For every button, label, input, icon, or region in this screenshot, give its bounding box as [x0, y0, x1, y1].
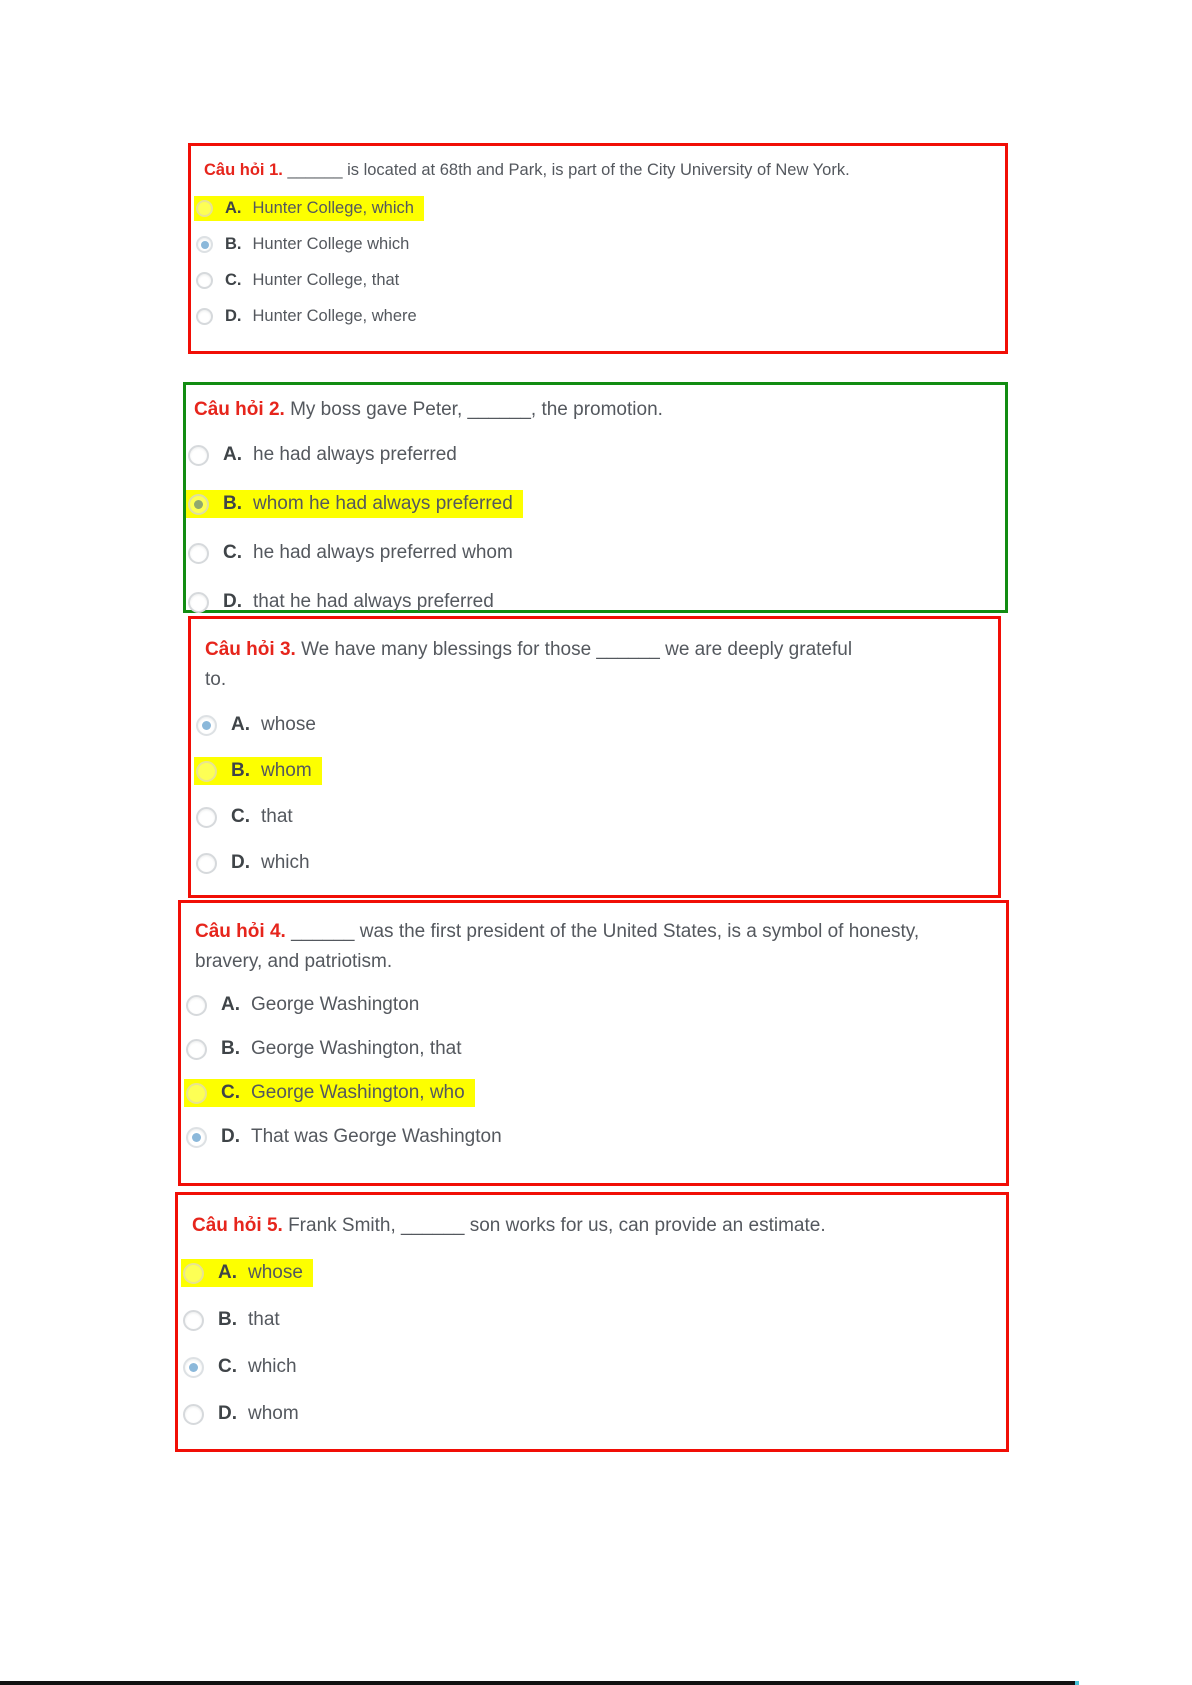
question-number-label: Câu hỏi 1.	[204, 161, 283, 179]
radio-dot	[194, 500, 203, 509]
divider-end-tick	[1075, 1681, 1079, 1685]
option-letter: B.	[231, 760, 250, 781]
radio-dot	[189, 1363, 198, 1372]
question-box-5	[175, 1192, 1009, 1452]
radio-button[interactable]	[188, 592, 209, 613]
option-letter: C.	[223, 542, 242, 563]
question-number-label: Câu hỏi 4.	[195, 921, 286, 942]
question-title	[192, 1211, 996, 1241]
radio-button[interactable]	[188, 445, 209, 466]
option-row[interactable]	[194, 711, 998, 739]
option-letter: D.	[225, 307, 242, 325]
option-row[interactable]	[186, 490, 1005, 518]
question-box-4	[178, 900, 1009, 1186]
option-text: Hunter College, that	[252, 271, 400, 289]
radio-button[interactable]	[196, 272, 213, 289]
option-text: whose	[261, 714, 316, 735]
option-row[interactable]	[186, 539, 1005, 567]
option-text: that he had always preferred	[253, 591, 494, 612]
question-box-1	[188, 143, 1008, 354]
option-text: he had always preferred	[253, 444, 457, 465]
radio-button[interactable]	[188, 494, 209, 515]
option-row[interactable]	[194, 232, 1005, 257]
option-row[interactable]	[184, 1123, 1006, 1151]
option-content	[194, 849, 320, 877]
option-text: whom he had always preferred	[253, 493, 513, 514]
question-text: We have many blessings for those ______ we are deeply grateful to.	[205, 639, 853, 690]
radio-button[interactable]	[183, 1404, 204, 1425]
option-row[interactable]	[194, 849, 998, 877]
option-row[interactable]	[181, 1400, 1006, 1428]
option-row[interactable]	[186, 588, 1005, 616]
option-text: that	[261, 806, 293, 827]
option-text: which	[248, 1356, 297, 1377]
option-letter: D.	[221, 1126, 240, 1147]
option-text: Hunter College, where	[252, 307, 417, 325]
option-row[interactable]	[184, 991, 1006, 1019]
radio-dot	[202, 721, 211, 730]
option-text: whom	[261, 760, 312, 781]
question-text: ______ was the first president of the United States, is a symbol of honesty, bravery, and patriotism.	[195, 921, 920, 972]
option-content	[194, 232, 419, 257]
radio-button[interactable]	[183, 1310, 204, 1331]
option-content	[194, 304, 427, 329]
radio-dot	[192, 1133, 201, 1142]
option-letter: B.	[223, 493, 242, 514]
radio-button[interactable]	[196, 715, 217, 736]
option-text: Hunter College, which	[252, 199, 414, 217]
option-text: that	[248, 1309, 280, 1330]
option-content	[184, 1035, 472, 1063]
option-content	[181, 1306, 290, 1334]
radio-button[interactable]	[196, 308, 213, 325]
radio-button[interactable]	[186, 1127, 207, 1148]
option-letter: C.	[231, 806, 250, 827]
option-letter: D.	[231, 852, 250, 873]
option-letter: C.	[225, 271, 242, 289]
radio-dot	[201, 241, 209, 249]
question-number-label: Câu hỏi 3.	[205, 639, 296, 660]
question-title	[195, 917, 955, 977]
question-text: My boss gave Peter, ______, the promotion.	[290, 399, 663, 420]
option-letter: D.	[223, 591, 242, 612]
option-letter: A.	[221, 994, 240, 1015]
option-text: whose	[248, 1262, 303, 1283]
option-content	[184, 1123, 512, 1151]
option-letter: D.	[218, 1403, 237, 1424]
question-title	[205, 635, 875, 695]
question-box-3	[188, 616, 1001, 898]
option-highlight	[194, 196, 424, 221]
radio-button[interactable]	[183, 1357, 204, 1378]
option-content	[186, 588, 504, 616]
option-row[interactable]	[194, 757, 998, 785]
question-number-label: Câu hỏi 2.	[194, 399, 285, 420]
option-content	[186, 441, 467, 469]
question-text: Frank Smith, ______ son works for us, can provide an estimate.	[288, 1215, 826, 1236]
radio-button[interactable]	[196, 236, 213, 253]
option-content	[194, 803, 303, 831]
bottom-divider	[0, 1681, 1078, 1685]
option-text: George Washington, who	[251, 1082, 465, 1103]
option-content	[186, 539, 523, 567]
option-text: That was George Washington	[251, 1126, 502, 1147]
option-row[interactable]	[194, 268, 1005, 293]
option-highlight	[186, 490, 523, 518]
option-text: he had always preferred whom	[253, 542, 513, 563]
option-highlight	[194, 757, 322, 785]
radio-button[interactable]	[196, 761, 217, 782]
radio-button[interactable]	[186, 1083, 207, 1104]
radio-button[interactable]	[188, 543, 209, 564]
option-letter: A.	[218, 1262, 237, 1283]
radio-button[interactable]	[183, 1263, 204, 1284]
option-row[interactable]	[194, 803, 998, 831]
option-content	[184, 991, 429, 1019]
radio-button[interactable]	[186, 1039, 207, 1060]
option-content	[194, 711, 326, 739]
option-highlight	[184, 1079, 475, 1107]
option-text: whom	[248, 1403, 299, 1424]
radio-button[interactable]	[196, 200, 213, 217]
option-row[interactable]	[181, 1353, 1006, 1381]
option-row[interactable]	[186, 441, 1005, 469]
option-letter: B.	[221, 1038, 240, 1059]
option-highlight	[181, 1259, 313, 1287]
radio-button[interactable]	[186, 995, 207, 1016]
option-row[interactable]	[184, 1035, 1006, 1063]
option-text: which	[261, 852, 310, 873]
option-letter: C.	[221, 1082, 240, 1103]
option-row[interactable]	[194, 304, 1005, 329]
option-row[interactable]	[184, 1079, 1006, 1107]
option-text: George Washington	[251, 994, 420, 1015]
option-content	[181, 1400, 309, 1428]
option-letter: B.	[218, 1309, 237, 1330]
option-letter: C.	[218, 1356, 237, 1377]
radio-button[interactable]	[196, 807, 217, 828]
option-letter: A.	[223, 444, 242, 465]
option-row[interactable]	[181, 1259, 1006, 1287]
option-letter: A.	[225, 199, 242, 217]
question-text: ______ is located at 68th and Park, is part of the City University of New York.	[287, 161, 850, 179]
question-box-2	[183, 382, 1008, 613]
option-text: George Washington, that	[251, 1038, 462, 1059]
option-row[interactable]	[181, 1306, 1006, 1334]
option-row[interactable]	[194, 196, 1005, 221]
question-number-label: Câu hỏi 5.	[192, 1215, 283, 1236]
option-letter: B.	[225, 235, 242, 253]
option-content	[181, 1353, 307, 1381]
option-text: Hunter College which	[252, 235, 410, 253]
question-title	[194, 395, 989, 425]
option-letter: A.	[231, 714, 250, 735]
option-content	[194, 268, 409, 293]
radio-button[interactable]	[196, 853, 217, 874]
question-title	[204, 158, 989, 182]
